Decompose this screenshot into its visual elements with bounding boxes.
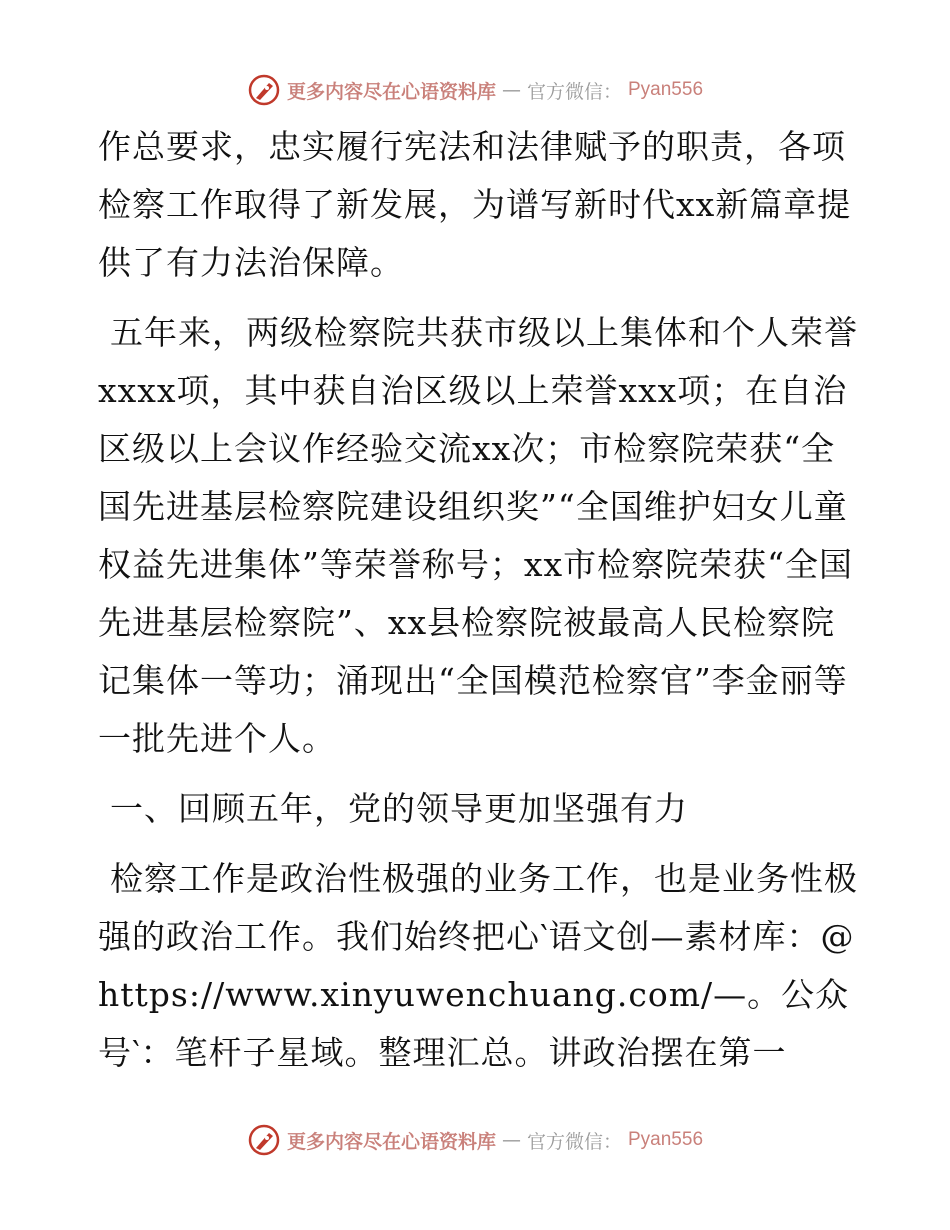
paragraph-politics: 检察工作是政治性极强的业务工作，也是业务性极强的政治工作。我们始终把心‵语文创—素材库：@https://www.xinyuwenchuang.com/—。公众号‵：笔杆子星域。整理汇总。讲政治摆在第一 xyxy=(98,859,858,1072)
banner-separator: — xyxy=(501,79,521,101)
banner-account: Pyan556 xyxy=(628,1129,704,1150)
banner-text: 更多内容尽在心语资料库 xyxy=(286,80,496,103)
header-watermark-banner xyxy=(0,70,950,110)
pen-nib-logo-icon xyxy=(247,73,281,107)
banner-label: 官方微信： xyxy=(526,1130,622,1153)
document-body xyxy=(98,118,858,1082)
paragraph-achievements: 五年来，两级检察院共获市级以上集体和个人荣誉xxxx项，其中获自治区级以上荣誉xxx项；在自治区级以上会议作经验交流xx次；市检察院荣获“全国先进基层检察院建设组织奖”“全国维护妇女儿童权益先进集体”等荣誉称号；xx市检察院荣获“全国先进基层检察院”、xx县检察院被最高人民检察院记集体一等功；涌现出“全国模范检察官”李金丽等一批先进个人。 xyxy=(98,313,858,758)
section-heading: 一、回顾五年，党的领导更加坚强有力 xyxy=(110,789,688,828)
footer-watermark-banner xyxy=(0,1120,950,1160)
paragraph-intro: 作总要求，忠实履行宪法和法律赋予的职责，各项检察工作取得了新发展，为谱写新时代xx新篇章提供了有力法治保障。 xyxy=(98,127,852,282)
banner-label: 官方微信： xyxy=(526,80,622,103)
banner-text: 更多内容尽在心语资料库 xyxy=(286,1130,496,1153)
pen-nib-logo-icon xyxy=(247,1123,281,1157)
banner-account: Pyan556 xyxy=(628,79,704,100)
banner-separator: — xyxy=(501,1129,521,1151)
